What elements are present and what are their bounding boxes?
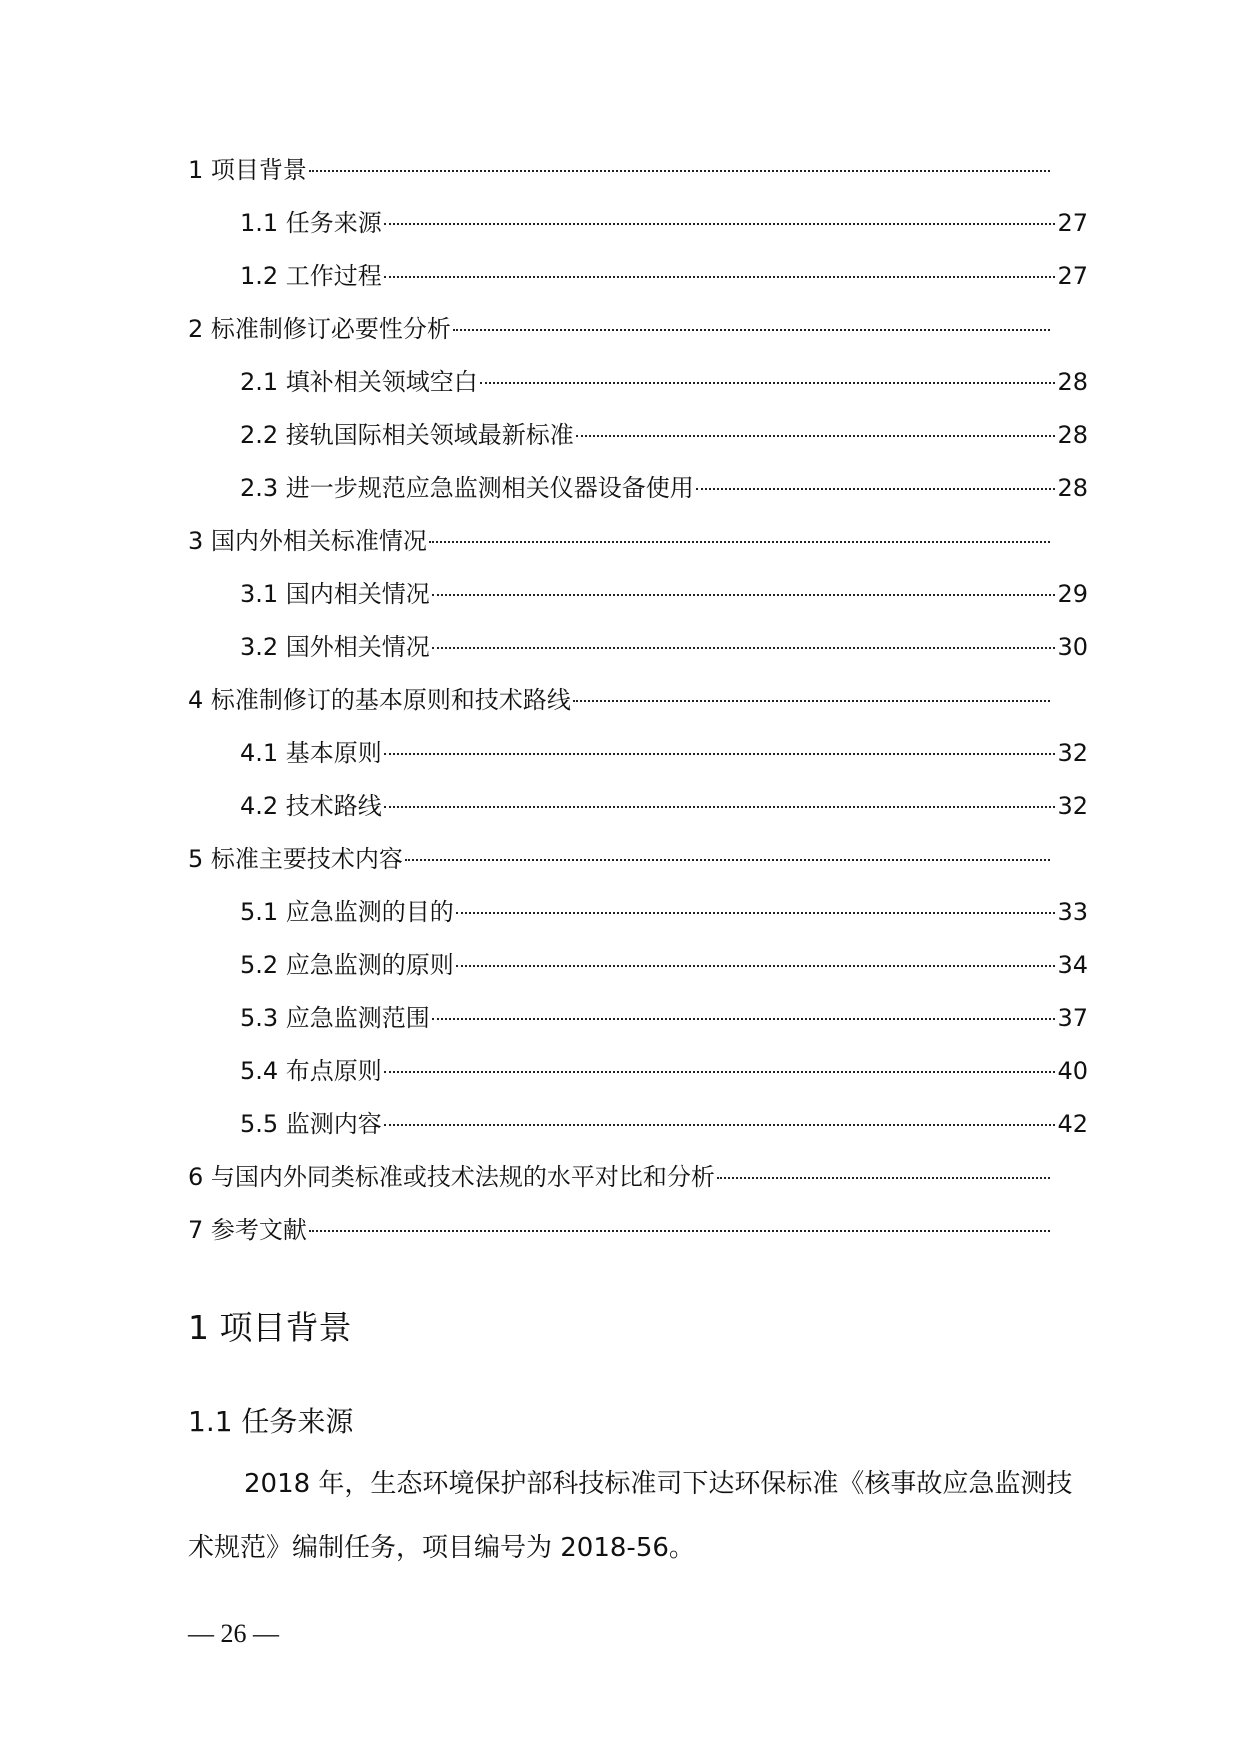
toc-page-number: 28 [1057, 368, 1088, 396]
toc-page-number: 29 [1057, 580, 1088, 608]
toc-dot-leader [384, 1041, 1056, 1073]
section-heading: 1 项目背景 [188, 1308, 352, 1347]
toc-dot-leader [384, 776, 1056, 808]
toc-section-entry[interactable] [188, 992, 1088, 1045]
toc-entry-title: 2.1 填补相关领域空白 [240, 368, 478, 396]
toc-chapter-entry[interactable] [188, 303, 1052, 356]
toc-page-number: 28 [1057, 474, 1088, 502]
toc-dot-leader [429, 511, 1050, 543]
toc-section-entry[interactable] [188, 197, 1088, 250]
toc-dot-leader [456, 935, 1056, 967]
toc-section-entry[interactable] [188, 250, 1088, 303]
toc-section-entry[interactable] [188, 1098, 1088, 1151]
toc-dot-leader [405, 829, 1050, 861]
toc-dot-leader [432, 564, 1056, 596]
toc-page-number: 30 [1057, 633, 1088, 661]
toc-section-entry[interactable] [188, 356, 1088, 409]
toc-entry-title: 5.5 监测内容 [240, 1110, 382, 1138]
toc-dot-leader [384, 193, 1056, 225]
toc-section-entry[interactable] [188, 886, 1088, 939]
toc-entry-title: 1.2 工作过程 [240, 262, 382, 290]
toc-section-entry[interactable] [188, 780, 1088, 833]
toc-page-number: 27 [1057, 262, 1088, 290]
toc-dot-leader [576, 405, 1056, 437]
toc-dot-leader [573, 670, 1050, 702]
toc-page-number: 34 [1057, 951, 1088, 979]
toc-dot-leader [717, 1147, 1050, 1179]
toc-chapter-entry[interactable] [188, 515, 1052, 568]
toc-entry-title: 5 标准主要技术内容 [188, 845, 403, 873]
toc-entry-title: 3.1 国内相关情况 [240, 580, 430, 608]
toc-entry-title: 7 参考文献 [188, 1216, 307, 1244]
toc-entry-title: 1.1 任务来源 [240, 209, 382, 237]
toc-entry-title: 3.2 国外相关情况 [240, 633, 430, 661]
toc-entry-title: 5.2 应急监测的原则 [240, 951, 454, 979]
subsection-heading: 1.1 任务来源 [188, 1405, 354, 1438]
toc-page-number: 27 [1057, 209, 1088, 237]
toc-entry-title: 2.2 接轨国际相关领域最新标准 [240, 421, 574, 449]
toc-dot-leader [384, 1094, 1056, 1126]
toc-chapter-entry[interactable] [188, 833, 1052, 886]
toc-page-number: 32 [1057, 739, 1088, 767]
toc-page-number: 40 [1057, 1057, 1088, 1085]
toc-page-number: 33 [1057, 898, 1088, 926]
toc-chapter-entry[interactable] [188, 1151, 1052, 1204]
toc-dot-leader [384, 246, 1056, 278]
toc-entry-title: 1 项目背景 [188, 156, 307, 184]
toc-entry-title: 4.1 基本原则 [240, 739, 382, 767]
toc-entry-title: 2 标准制修订必要性分析 [188, 315, 451, 343]
page-number-footer: — 26 — [188, 1619, 279, 1648]
toc-section-entry[interactable] [188, 1045, 1088, 1098]
toc-dot-leader [453, 299, 1050, 331]
toc-dot-leader [456, 882, 1056, 914]
toc-dot-leader [696, 458, 1056, 490]
toc-entry-title: 2.3 进一步规范应急监测相关仪器设备使用 [240, 474, 694, 502]
toc-dot-leader [309, 1200, 1050, 1232]
toc-chapter-entry[interactable] [188, 674, 1052, 727]
toc-entry-title: 5.1 应急监测的目的 [240, 898, 454, 926]
toc-chapter-entry[interactable] [188, 144, 1052, 197]
toc-entry-title: 3 国内外相关标准情况 [188, 527, 427, 555]
toc-entry-title: 5.4 布点原则 [240, 1057, 382, 1085]
toc-chapter-entry[interactable] [188, 1204, 1052, 1257]
toc-dot-leader [309, 140, 1050, 172]
toc-section-entry[interactable] [188, 727, 1088, 780]
toc-section-entry[interactable] [188, 568, 1088, 621]
toc-entry-title: 4.2 技术路线 [240, 792, 382, 820]
toc-dot-leader [432, 617, 1056, 649]
table-of-contents [188, 144, 1088, 1257]
toc-section-entry[interactable] [188, 462, 1088, 515]
body-paragraph: 2018 年，生态环境保护部科技标准司下达环保标准《核事故应急监测技术规范》编制任务，项目编号为 2018-56。 [188, 1469, 1073, 1563]
toc-section-entry[interactable] [188, 409, 1088, 462]
toc-page-number: 37 [1057, 1004, 1088, 1032]
toc-entry-title: 5.3 应急监测范围 [240, 1004, 430, 1032]
toc-entry-title: 4 标准制修订的基本原则和技术路线 [188, 686, 571, 714]
toc-dot-leader [384, 723, 1056, 755]
toc-page-number: 42 [1057, 1110, 1088, 1138]
toc-section-entry[interactable] [188, 939, 1088, 992]
toc-page-number: 32 [1057, 792, 1088, 820]
toc-page-number: 28 [1057, 421, 1088, 449]
toc-entry-title: 6 与国内外同类标准或技术法规的水平对比和分析 [188, 1163, 715, 1191]
toc-dot-leader [480, 352, 1056, 384]
toc-section-entry[interactable] [188, 621, 1088, 674]
toc-dot-leader [432, 988, 1056, 1020]
